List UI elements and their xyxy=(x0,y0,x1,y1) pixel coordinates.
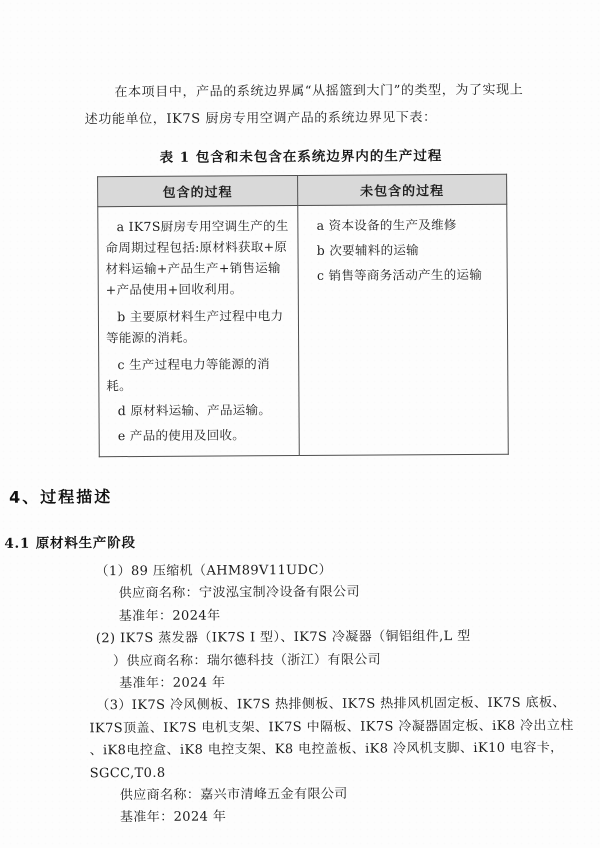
included-item-a: a IK7S厨房专用空调生产的生命周期过程包括:原材料获取+原材料运输+产品生产+销售运输+产品使用+回收利用。 xyxy=(105,218,289,298)
subsection-heading: 4.1 原材料生产阶段 xyxy=(4,535,136,552)
material-list xyxy=(87,559,574,831)
item-1-supplier: 供应商名称：宁波泓宝制冷设备有限公司 xyxy=(118,585,360,602)
intro-line-2: 述功能单位，IK7S 厨房专用空调产品的系统边界见下表： xyxy=(84,110,437,128)
item-3-base-year: 基准年：2024 年 xyxy=(119,809,227,826)
excluded-processes-cell xyxy=(298,204,509,455)
table-body-row xyxy=(98,204,509,456)
item-1-base-year: 基准年：2024年 xyxy=(118,608,221,624)
table-header-row xyxy=(98,174,507,206)
item-1-name: （1）89 压缩机（AHM89V11UDC） xyxy=(95,562,333,580)
item-2-name: (2) IK7S 蒸发器（IK7S Ⅰ 型）、IK7S 冷凝器（铜铝组件,L 型 xyxy=(95,629,471,647)
header-excluded-processes: 未包含的过程 xyxy=(298,174,507,205)
item-2-base-year: 基准年：2024 年 xyxy=(119,675,226,692)
included-item-e: e 产品的使用及回收。 xyxy=(117,427,246,444)
intro-line-1: 在本项目中，产品的系统边界属“从摇篮到大门”的类型，为了实现上 xyxy=(114,82,524,101)
intro-paragraph xyxy=(84,77,522,134)
excluded-item-c: c 销售等商务活动产生的运输 xyxy=(316,266,483,283)
item-2-supplier: ）供应商名称：瑞尔德科技（浙江）有限公司 xyxy=(112,652,382,669)
item-3-supplier: 供应商名称：嘉兴市清峰五金有限公司 xyxy=(119,786,348,804)
included-item-d: d 原材料运输、产品运输。 xyxy=(117,402,272,419)
item-3-name-line-1: （3）IK7S 冷风侧板、IK7S 热排侧板、IK7S 热排风机固定板、IK7S 底板、 xyxy=(96,695,566,714)
included-item-b: b 主要原材料生产过程中电力等能源的消耗。 xyxy=(106,308,284,346)
item-3-name-line-3: 、iK8电控盒、iK8 电控支架、K8 电控盖板、iK8 冷风机支脚、iK10 电容卡， xyxy=(89,740,564,759)
section-heading: 4、过程描述 xyxy=(8,487,113,507)
item-3-name-line-4: SGCC,T0.8 xyxy=(89,765,166,781)
included-processes-cell xyxy=(98,206,300,457)
header-included-processes: 包含的过程 xyxy=(98,176,298,207)
table-caption: 表 1 包含和未包含在系统边界内的生产过程 xyxy=(159,148,443,166)
item-3-name-line-2: IK7S顶盖、IK7S 电机支架、IK7S 中隔板、IK7S 冷凝器固定板、iK8 冷出立柱 xyxy=(89,718,574,737)
excluded-item-a: a 资本设备的生产及维修 xyxy=(316,217,457,233)
included-item-c: c 生产过程电力等能源的消耗。 xyxy=(106,356,270,394)
excluded-item-b: b 次要辅料的运输 xyxy=(316,242,420,258)
system-boundary-table xyxy=(97,174,509,457)
